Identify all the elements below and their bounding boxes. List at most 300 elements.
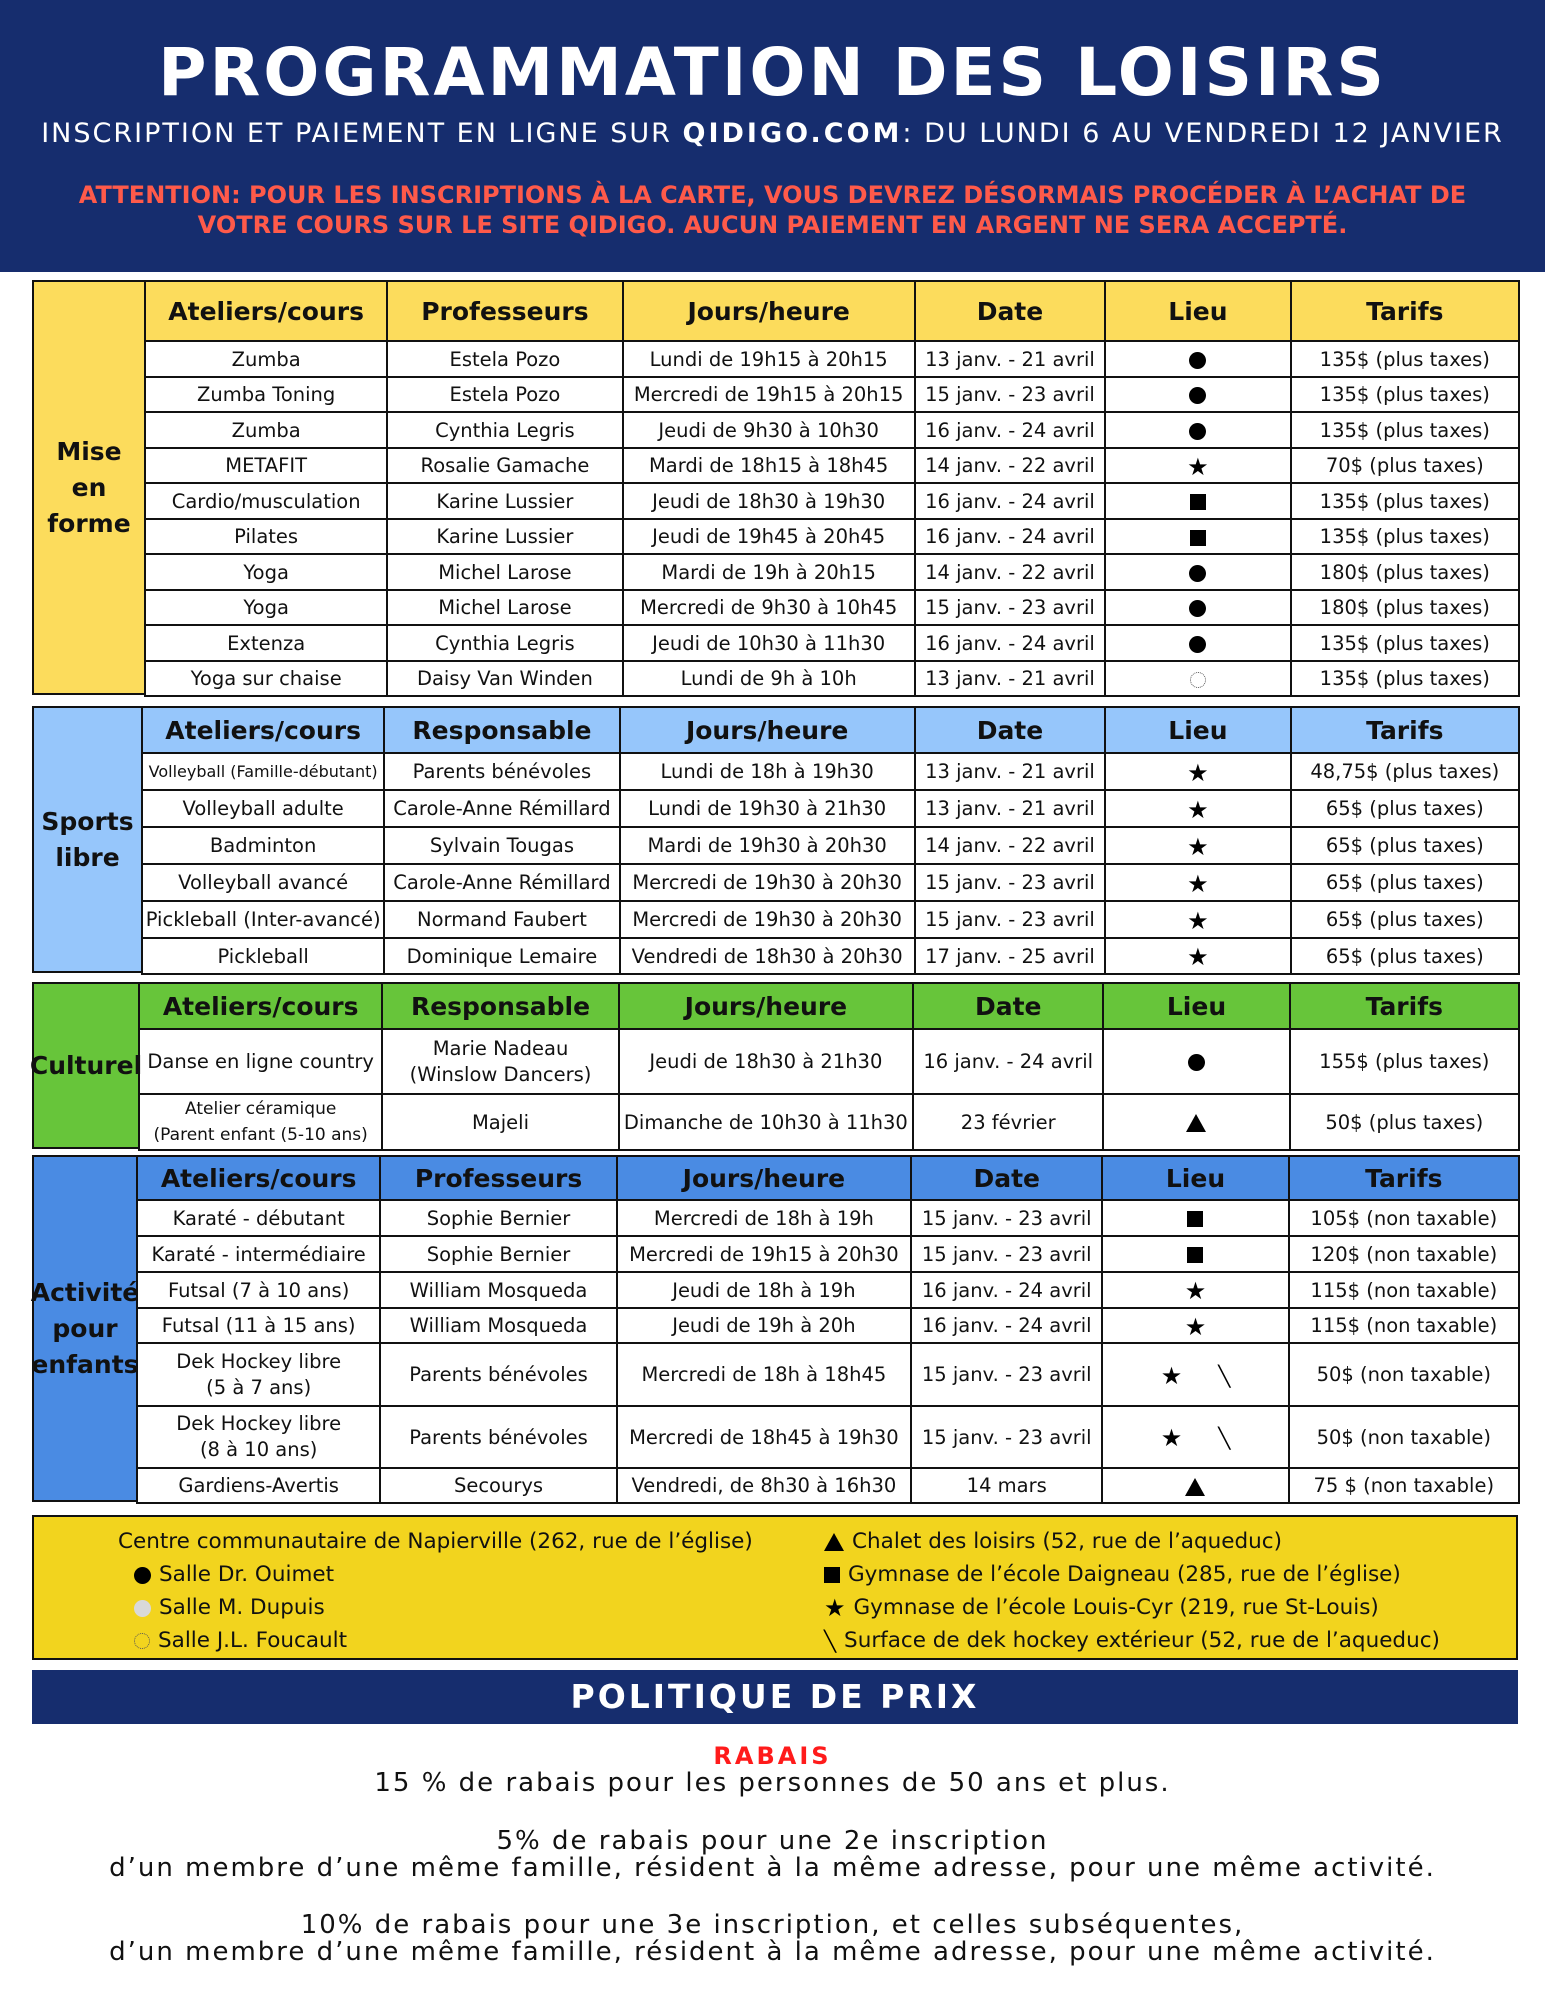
table-row <box>142 790 1519 827</box>
cell-schedule <box>623 483 915 519</box>
category-label <box>32 706 143 973</box>
cell-text: Zumba <box>231 418 301 442</box>
cell-dates <box>915 661 1105 696</box>
cell-text: 13 janv. - 21 avril <box>925 760 1095 783</box>
cell-course <box>145 377 387 412</box>
cell-text: 50$ (non taxable) <box>1316 1363 1491 1386</box>
gray-circle-icon <box>134 1600 151 1617</box>
cell-instructor <box>387 625 622 661</box>
cell-schedule <box>617 1343 911 1406</box>
cell-text: Jeudi de 10h30 à 11h30 <box>652 631 886 655</box>
cell-location <box>1105 377 1290 412</box>
cell-schedule <box>623 377 915 412</box>
column-header-dates: Date <box>911 1156 1102 1200</box>
cell-dates <box>915 827 1105 864</box>
cell-schedule <box>623 412 915 448</box>
cell-text: 135$ (plus taxes) <box>1319 525 1490 548</box>
cell-text: 135$ (plus taxes) <box>1319 383 1490 406</box>
cell-price <box>1291 377 1519 412</box>
legend-item <box>134 1628 347 1653</box>
cell-schedule <box>617 1272 911 1308</box>
table-row <box>137 1406 1519 1468</box>
black-circle-icon <box>1189 423 1206 440</box>
cell-location <box>1105 753 1290 790</box>
column-header-schedule: Jours/heure <box>620 707 915 753</box>
policy-seniors: 15 % de rabais pour les personnes de 50 ans et plus. <box>374 1768 1171 1798</box>
cell-instructor <box>382 1029 618 1094</box>
cell-text: 75 $ (non taxable) <box>1313 1474 1495 1497</box>
cell-instructor <box>380 1272 616 1308</box>
policy-second-line-a: 5% de rabais pour une 2e inscription <box>496 1826 1049 1856</box>
cell-dates <box>913 1029 1103 1094</box>
cell-text: Mercredi de 19h15 à 20h30 <box>629 1242 899 1266</box>
cell-location <box>1105 790 1290 827</box>
cell-text: 180$ (plus taxes) <box>1319 596 1490 619</box>
table-row <box>145 554 1519 590</box>
column-header-instructor: Professeurs <box>387 281 622 341</box>
cell-price <box>1291 554 1519 590</box>
cell-text: 65$ (plus taxes) <box>1325 908 1484 931</box>
cell-text: Mercredi de 18h à 19h <box>653 1206 874 1230</box>
cell-instructor <box>380 1200 616 1236</box>
cell-text: 16 janv. - 24 avril <box>925 418 1095 442</box>
square-icon <box>1187 1247 1203 1263</box>
cell-text: Mardi de 18h15 à 18h45 <box>648 454 889 477</box>
cell-text: Yoga sur chaise <box>190 667 342 690</box>
cell-schedule <box>623 341 915 377</box>
column-header-instructor: Responsable <box>384 707 619 753</box>
legend-item-label: Salle J.L. Foucault <box>158 1628 348 1653</box>
cell-text: 15 janv. - 23 avril <box>921 1425 1092 1449</box>
cell-location <box>1105 625 1290 661</box>
cell-text: 70$ (plus taxes) <box>1325 454 1484 477</box>
cell-text: Badminton <box>209 834 317 857</box>
cell-course <box>142 753 384 790</box>
cell-text: 14 janv. - 22 avril <box>925 834 1095 857</box>
table-header-row <box>139 983 1519 1029</box>
square-icon <box>1187 1211 1203 1227</box>
column-header-instructor: Responsable <box>382 983 618 1029</box>
cell-text: Mercredi de 18h à 18h45 <box>641 1363 887 1386</box>
cell-schedule <box>619 1029 913 1094</box>
cell-dates <box>915 377 1105 412</box>
cell-text: Majeli <box>471 1110 530 1134</box>
cell-text: Michel Larose <box>438 560 572 584</box>
cell-text: 15 janv. - 23 avril <box>925 908 1095 931</box>
square-icon <box>1190 530 1206 546</box>
cell-course <box>139 1029 382 1094</box>
star-icon: ★ <box>1187 943 1209 971</box>
cell-line: Dek Hockey libre <box>176 1412 342 1435</box>
star-icon: ★ <box>1160 1361 1183 1390</box>
cell-schedule <box>623 590 915 625</box>
cell-text: 16 janv. - 24 avril <box>925 631 1095 655</box>
cell-text: 105$ (non taxable) <box>1310 1206 1498 1230</box>
cell-instructor <box>387 590 622 625</box>
cell-text: Pickleball (Inter-avancé) <box>145 908 381 931</box>
cell-text: 16 janv. - 24 avril <box>923 1050 1094 1073</box>
column-header-schedule: Jours/heure <box>619 983 913 1029</box>
cell-location <box>1102 1468 1288 1503</box>
black-circle-icon <box>1189 387 1206 404</box>
table-row <box>145 483 1519 519</box>
table-row <box>145 341 1519 377</box>
legend-item <box>824 1562 1401 1587</box>
cell-line: (Parent enfant (5-10 ans) <box>153 1125 368 1145</box>
cell-text: Gardiens-Avertis <box>178 1474 339 1497</box>
legend-item <box>824 1529 1282 1554</box>
cell-price <box>1291 412 1519 448</box>
cell-course <box>137 1236 380 1272</box>
table-row <box>137 1272 1519 1308</box>
cell-location <box>1103 1029 1289 1094</box>
cell-course <box>142 827 384 864</box>
cell-text: 15 janv. - 23 avril <box>921 1242 1092 1266</box>
cell-instructor <box>387 519 622 554</box>
cell-schedule <box>620 753 915 790</box>
cell-price <box>1289 1308 1519 1343</box>
cell-price <box>1291 864 1519 901</box>
cell-text: Pilates <box>234 525 299 548</box>
attention-notice <box>50 180 1495 240</box>
cell-instructor <box>380 1343 616 1406</box>
category-label <box>32 280 146 695</box>
cell-course <box>145 341 387 377</box>
legend-item-label: Salle M. Dupuis <box>159 1595 325 1620</box>
cell-text: 14 janv. - 22 avril <box>925 560 1095 584</box>
cell-text: 15 janv. - 23 avril <box>921 1206 1092 1230</box>
cell-dates <box>915 790 1105 827</box>
cell-price <box>1291 590 1519 625</box>
cell-text: Carole-Anne Rémillard <box>393 797 611 820</box>
table-row <box>145 519 1519 554</box>
cell-text: 15 janv. - 23 avril <box>925 383 1095 406</box>
cell-text: 50$ (non taxable) <box>1316 1425 1491 1449</box>
cell-price <box>1289 1236 1519 1272</box>
cell-course <box>145 448 387 483</box>
open-circle-icon <box>134 1633 150 1649</box>
cell-text: Mardi de 19h à 20h15 <box>661 560 876 584</box>
column-header-dates: Date <box>915 707 1105 753</box>
cell-text: 135$ (plus taxes) <box>1319 631 1490 655</box>
legend-item-label: Surface de dek hockey extérieur (52, rue de l’aqueduc) <box>844 1628 1440 1653</box>
triangle-icon <box>824 1533 844 1551</box>
cell-instructor <box>380 1308 616 1343</box>
cell-text: 16 janv. - 24 avril <box>921 1278 1092 1302</box>
cell-dates <box>913 1094 1103 1150</box>
cell-line: Dek Hockey libre <box>176 1349 342 1373</box>
cell-text: Parents bénévoles <box>409 1363 588 1386</box>
cell-instructor <box>380 1236 616 1272</box>
legend-item-label: Gymnase de l’école Daigneau (285, rue de l’église) <box>848 1562 1401 1587</box>
cell-instructor <box>387 412 622 448</box>
cell-location <box>1102 1236 1288 1272</box>
cell-dates <box>915 625 1105 661</box>
cell-text: Parents bénévoles <box>412 760 592 783</box>
cell-course <box>145 590 387 625</box>
cell-text: Lundi de 19h15 à 20h15 <box>649 347 888 371</box>
cell-instructor <box>387 554 622 590</box>
table-row <box>145 377 1519 412</box>
cell-course <box>139 1094 382 1150</box>
table-row <box>142 827 1519 864</box>
cell-text: Secourys <box>453 1474 544 1497</box>
cell-instructor <box>382 1094 618 1150</box>
cell-text: Jeudi de 19h à 20h <box>672 1314 856 1337</box>
cell-line: (8 à 10 ans) <box>199 1438 318 1461</box>
cell-course <box>137 1272 380 1308</box>
location-legend <box>32 1515 1518 1660</box>
cell-line: (5 à 7 ans) <box>206 1375 312 1399</box>
cell-course <box>137 1468 380 1503</box>
cell-instructor <box>387 661 622 696</box>
cell-text: 23 février <box>960 1110 1056 1134</box>
cell-instructor <box>380 1468 616 1503</box>
cell-schedule <box>617 1406 911 1468</box>
table-row <box>139 1029 1519 1094</box>
cell-course <box>145 625 387 661</box>
page-title: PROGRAMMATION DES LOISIRS <box>158 34 1387 111</box>
cell-text: 13 janv. - 21 avril <box>925 667 1095 690</box>
legend-item <box>824 1628 1440 1653</box>
cell-text: Sophie Bernier <box>426 1206 571 1230</box>
cell-schedule <box>620 790 915 827</box>
cell-location <box>1105 661 1290 696</box>
header-banner <box>0 0 1545 272</box>
cell-line: (Winslow Dancers) <box>409 1062 592 1086</box>
cell-location <box>1105 483 1290 519</box>
cell-dates <box>911 1308 1102 1343</box>
column-header-course: Ateliers/cours <box>139 983 382 1029</box>
cell-price <box>1291 519 1519 554</box>
cell-dates <box>911 1200 1102 1236</box>
cell-dates <box>915 519 1105 554</box>
cell-location <box>1105 827 1290 864</box>
column-header-location: Lieu <box>1105 707 1290 753</box>
cell-text: Dimanche de 10h30 à 11h30 <box>623 1110 908 1134</box>
column-header-location: Lieu <box>1103 983 1289 1029</box>
cell-price <box>1289 1272 1519 1308</box>
column-header-dates: Date <box>915 281 1105 341</box>
cell-dates <box>915 864 1105 901</box>
cell-instructor <box>384 753 619 790</box>
cell-course <box>137 1343 380 1406</box>
star-icon: ★ <box>1187 906 1209 935</box>
cell-schedule <box>623 661 915 696</box>
cell-schedule <box>623 519 915 554</box>
black-circle-icon <box>1189 600 1206 617</box>
cell-text: Volleyball (Famille-débutant) <box>148 762 378 781</box>
cell-text: 14 mars <box>966 1474 1047 1497</box>
cell-text: 155$ (plus taxes) <box>1319 1050 1490 1073</box>
legend-item <box>134 1595 325 1620</box>
cell-course <box>145 554 387 590</box>
cell-location <box>1105 590 1290 625</box>
cell-course <box>145 519 387 554</box>
legend-item <box>134 1562 334 1587</box>
cell-text: 135$ (plus taxes) <box>1319 667 1490 690</box>
legend-item-label: Gymnase de l’école Louis-Cyr (219, rue St-Louis) <box>853 1595 1379 1620</box>
black-circle-icon <box>1188 1054 1205 1071</box>
cell-price <box>1289 1406 1519 1468</box>
cell-location <box>1102 1343 1288 1406</box>
column-header-location: Lieu <box>1102 1156 1288 1200</box>
star-icon: ★ <box>824 1594 846 1622</box>
cell-line: Atelier céramique <box>185 1099 337 1119</box>
cell-dates <box>911 1236 1102 1272</box>
section-mise-en-forme <box>32 280 1518 695</box>
cell-price <box>1291 901 1519 938</box>
table-row <box>142 753 1519 790</box>
registration-info <box>0 118 1545 149</box>
cell-text: Jeudi de 9h30 à 10h30 <box>658 418 879 442</box>
cell-schedule <box>617 1236 911 1272</box>
cell-text: METAFIT <box>225 454 308 477</box>
column-header-schedule: Jours/heure <box>623 281 915 341</box>
cell-text: 135$ (plus taxes) <box>1319 489 1490 513</box>
column-header-instructor: Professeurs <box>380 1156 616 1200</box>
cell-dates <box>915 554 1105 590</box>
cell-course <box>142 938 384 974</box>
cell-price <box>1291 938 1519 974</box>
category-label-text: Mise en forme <box>47 436 131 538</box>
cell-dates <box>911 1406 1102 1468</box>
cell-text: 65$ (plus taxes) <box>1325 871 1484 894</box>
cell-location <box>1105 554 1290 590</box>
cell-instructor <box>384 938 619 974</box>
category-label-text: Sports libre <box>41 806 134 872</box>
cell-text: Pickleball <box>217 944 309 968</box>
column-header-price: Tarifs <box>1291 281 1519 341</box>
table-row <box>137 1468 1519 1503</box>
cell-text: Extenza <box>227 631 306 655</box>
cell-text: Estela Pozo <box>449 383 561 406</box>
cell-dates <box>915 412 1105 448</box>
cell-text: Rosalie Gamache <box>420 454 590 477</box>
column-header-dates: Date <box>913 983 1103 1029</box>
column-header-course: Ateliers/cours <box>145 281 387 341</box>
cell-schedule <box>617 1308 911 1343</box>
table-header-row <box>137 1156 1519 1200</box>
table-row <box>145 661 1519 696</box>
hockey-stick-icon: ╲ <box>824 1629 837 1653</box>
column-header-course: Ateliers/cours <box>137 1156 380 1200</box>
cell-text: Jeudi de 19h45 à 20h45 <box>652 525 886 548</box>
cell-text: Yoga <box>243 596 289 619</box>
cell-location <box>1103 1094 1289 1150</box>
cell-text: 65$ (plus taxes) <box>1325 944 1484 968</box>
cell-price <box>1291 827 1519 864</box>
star-icon: ★ <box>1187 832 1209 861</box>
cell-text: 15 janv. - 23 avril <box>925 596 1095 619</box>
triangle-icon <box>1186 1114 1206 1132</box>
cell-text: William Mosqueda <box>409 1278 588 1302</box>
cell-text: Karine Lussier <box>436 525 574 548</box>
cell-text: 115$ (non taxable) <box>1310 1314 1498 1337</box>
star-icon: ★ <box>1184 1277 1207 1305</box>
section-sports-libre <box>32 706 1518 973</box>
cell-course <box>145 483 387 519</box>
table-header-row <box>142 707 1519 753</box>
cell-text: Futsal (11 à 15 ans) <box>161 1314 356 1337</box>
cell-price <box>1289 1468 1519 1503</box>
black-circle-icon <box>1189 636 1206 653</box>
cell-course <box>142 790 384 827</box>
column-header-location: Lieu <box>1105 281 1290 341</box>
cell-dates <box>911 1468 1102 1503</box>
schedule-table <box>138 982 1520 1151</box>
table-row <box>139 1094 1519 1150</box>
star-icon: ★ <box>1187 758 1209 787</box>
qidigo-link[interactable]: QIDIGO.COM <box>682 118 903 149</box>
cell-text: Karaté - intermédiaire <box>151 1242 366 1266</box>
rabais-heading: RABAIS <box>713 1742 832 1770</box>
legend-center-title: Centre communautaire de Napierville (262, rue de l’église) <box>118 1529 753 1554</box>
cell-text: 180$ (plus taxes) <box>1319 560 1490 584</box>
star-icon: ★ <box>1184 1312 1207 1341</box>
black-circle-icon <box>134 1567 151 1584</box>
cell-text: Zumba Toning <box>197 383 336 406</box>
cell-instructor <box>384 901 619 938</box>
cell-price <box>1291 341 1519 377</box>
cell-text: Jeudi de 18h30 à 21h30 <box>649 1050 883 1073</box>
cell-text: Karine Lussier <box>436 489 574 513</box>
cell-text: Lundi de 9h à 10h <box>680 667 857 690</box>
cell-text: Futsal (7 à 10 ans) <box>168 1278 350 1302</box>
cell-text: Vendredi de 18h30 à 20h30 <box>631 944 903 968</box>
cell-price <box>1290 1029 1519 1094</box>
cell-course <box>137 1406 380 1468</box>
cell-price <box>1291 448 1519 483</box>
cell-instructor <box>387 448 622 483</box>
category-label-text: Activité pour enfants <box>30 1277 140 1379</box>
cell-text: 65$ (plus taxes) <box>1325 834 1484 857</box>
cell-schedule <box>623 625 915 661</box>
cell-text: 135$ (plus taxes) <box>1319 347 1490 371</box>
cell-schedule <box>620 901 915 938</box>
cell-text: Zumba <box>231 347 301 371</box>
open-circle-icon <box>1190 672 1206 688</box>
cell-text: Jeudi de 18h30 à 19h30 <box>652 489 886 513</box>
cell-price <box>1291 753 1519 790</box>
cell-text: 15 janv. - 23 avril <box>925 871 1095 894</box>
cell-location <box>1105 412 1290 448</box>
table-row <box>137 1308 1519 1343</box>
cell-location <box>1102 1200 1288 1236</box>
cell-text: 65$ (plus taxes) <box>1325 797 1484 820</box>
cell-instructor <box>387 483 622 519</box>
cell-text: 48,75$ (plus taxes) <box>1310 760 1500 783</box>
column-header-price: Tarifs <box>1290 983 1519 1029</box>
section-activite-enfants <box>32 1155 1518 1502</box>
cell-instructor <box>387 377 622 412</box>
cell-text: 15 janv. - 23 avril <box>921 1363 1092 1386</box>
table-row <box>145 590 1519 625</box>
schedule-table <box>141 706 1520 975</box>
attention-line-2: VOTRE COURS SUR LE SITE QIDIGO. AUCUN PAIEMENT EN ARGENT NE SERA ACCEPTÉ. <box>197 211 1348 239</box>
cell-text: 50$ (plus taxes) <box>1325 1110 1484 1134</box>
cell-text: Estela Pozo <box>449 347 561 371</box>
triangle-icon <box>1185 1478 1205 1496</box>
cell-text: 120$ (non taxable) <box>1310 1242 1498 1266</box>
cell-text: Carole-Anne Rémillard <box>393 871 611 894</box>
category-label-text: Culturel <box>29 1050 143 1080</box>
cell-text: Parents bénévoles <box>409 1425 588 1449</box>
cell-text: Mercredi de 19h30 à 20h30 <box>632 908 902 931</box>
table-row <box>137 1236 1519 1272</box>
cell-text: Jeudi de 18h à 19h <box>672 1278 856 1302</box>
cell-location <box>1105 864 1290 901</box>
